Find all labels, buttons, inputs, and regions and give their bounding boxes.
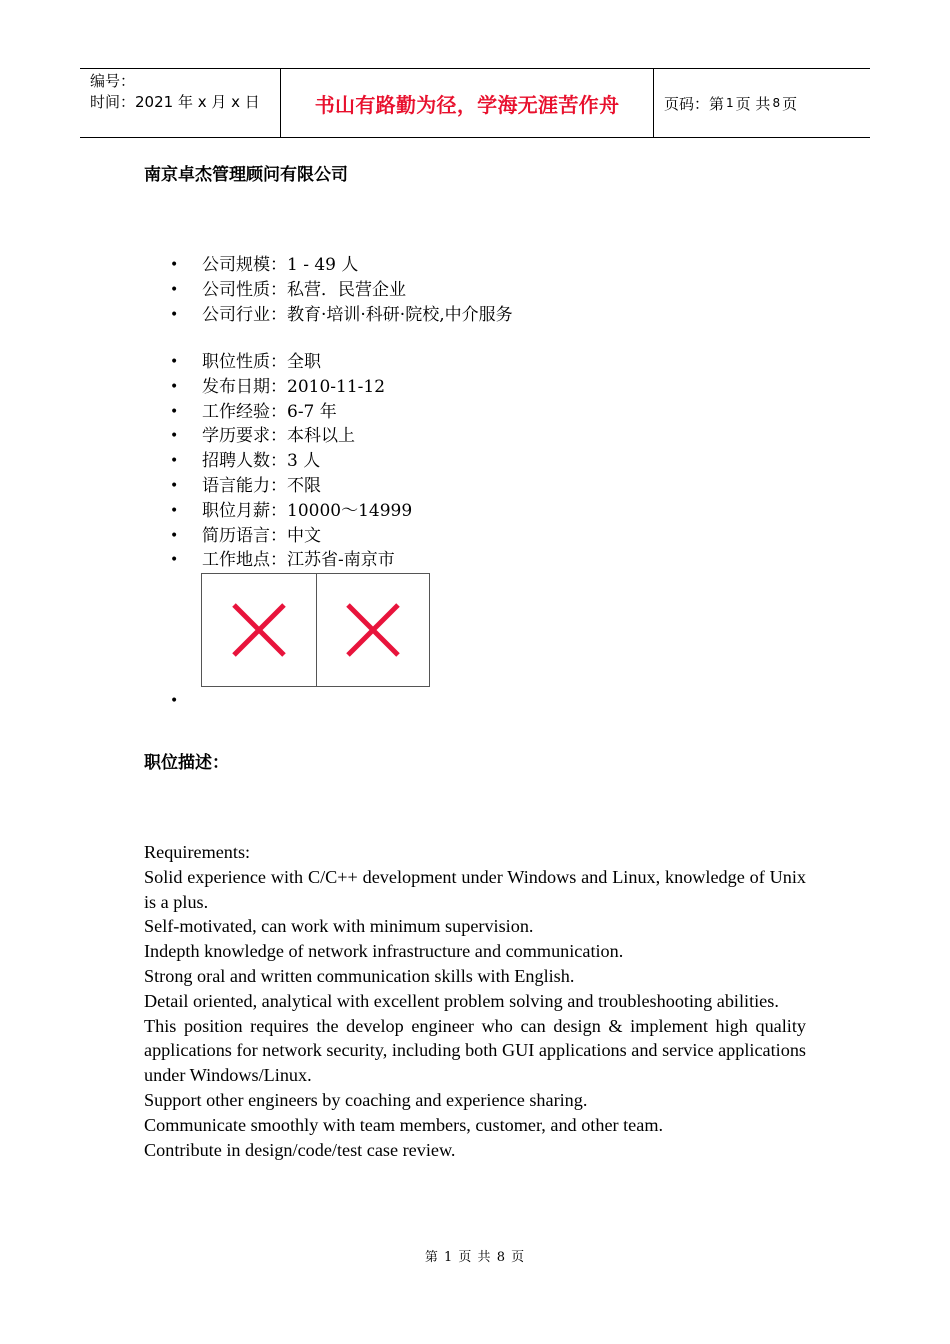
requirement-line: Indepth knowledge of network infrastructure and communication. (144, 941, 624, 962)
page-header (80, 68, 870, 138)
image-placeholder (202, 574, 316, 686)
requirement-line: Communicate smoothly with team members, customer, and other team. (144, 1114, 664, 1135)
broken-image-icon (345, 602, 401, 658)
list-item: • 公司行业：教育·培训·科研·院校,中介服务 (170, 303, 513, 328)
list-item: • 工作地点：江苏省-南京市 (170, 548, 412, 573)
requirement-line: Support other engineers by coaching and experience sharing. (144, 1089, 588, 1110)
requirement-line: Contribute in design/code/test case review. (144, 1139, 456, 1160)
page-prefix: 页码：第 (664, 94, 725, 113)
requirements-block (144, 840, 806, 1162)
page-total: 8 (772, 96, 781, 110)
list-item: • 公司规模：1 - 49 人 (170, 253, 513, 278)
company-info-list (170, 253, 513, 327)
document-number-label: 编号： (90, 72, 136, 90)
header-meta (80, 69, 281, 137)
list-item: • 职位月薪：10000～14999 (170, 499, 412, 524)
list-item: • 学历要求：本科以上 (170, 424, 412, 449)
page-suffix: 页 (782, 94, 798, 113)
list-item: • 语言能力：不限 (170, 474, 412, 499)
requirement-line: Detail oriented, analytical with excellent problem solving and troubleshooting abilities. (144, 990, 779, 1011)
image-placeholder (316, 574, 430, 686)
page-mid: 页 共 (735, 94, 771, 113)
company-name: 南京卓杰管理顾问有限公司 (144, 165, 348, 185)
requirement-line: This position requires the develop engineer who can design & implement high quality applications for network security, including both GUI applications and service applications under Windows/Linux. (144, 1015, 806, 1086)
empty-bullet: • (170, 693, 179, 709)
page-current: 1 (726, 96, 734, 110)
page-footer: 第 1 页 共 8 页 (424, 1250, 526, 1265)
requirement-line: Strong oral and written communication skills with English. (144, 965, 575, 986)
list-item: • 简历语言：中文 (170, 524, 412, 549)
list-item: • 工作经验：6-7 年 (170, 400, 412, 425)
broken-image-icon (231, 602, 287, 658)
job-info-list (170, 350, 412, 573)
requirement-line: Self-motivated, can work with minimum supervision. (144, 916, 534, 937)
section-title-description: 职位描述： (144, 753, 229, 773)
list-item: • 职位性质：全职 (170, 350, 412, 375)
image-placeholder-row (201, 573, 430, 687)
document-time-label: 时间：2021 年 x 月 x 日 (90, 93, 260, 111)
list-item: • 发布日期：2010-11-12 (170, 375, 412, 400)
header-page-indicator (654, 69, 870, 137)
requirement-line: Solid experience with C/C++ development under Windows and Linux, knowledge of Unix is a plus. (144, 866, 806, 912)
header-slogan: 书山有路勤为径，学海无涯苦作舟 (281, 69, 654, 137)
list-item: • 招聘人数：3 人 (170, 449, 412, 474)
list-item: • 公司性质：私营．民营企业 (170, 278, 513, 303)
requirement-line: Requirements: (144, 842, 251, 862)
